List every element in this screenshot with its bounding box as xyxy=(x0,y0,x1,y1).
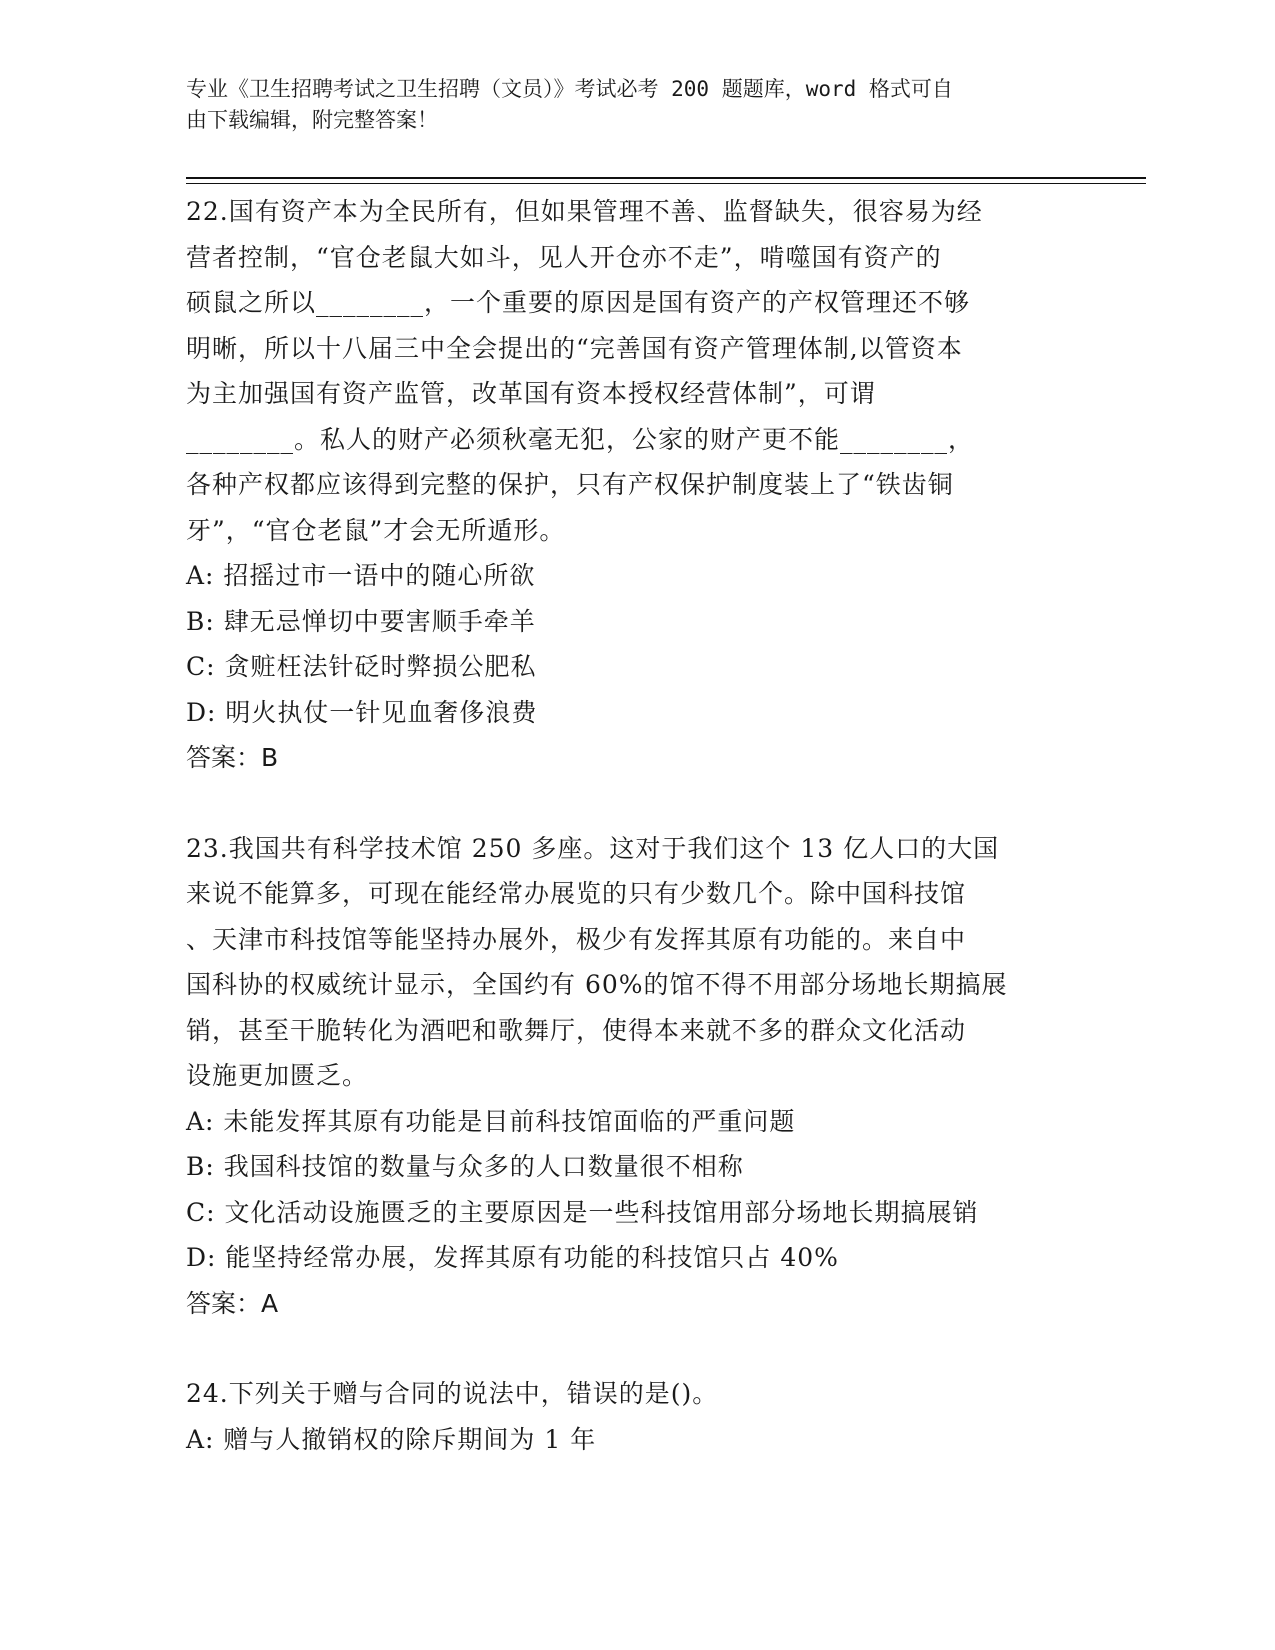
option-a: A: 未能发挥其原有功能是目前科技馆面临的严重问题 xyxy=(186,1106,796,1136)
option-c: C: 文化活动设施匮乏的主要原因是一些科技馆用部分场地长期搞展销 xyxy=(186,1197,979,1227)
header-title-line-1: 专业《卫生招聘考试之卫生招聘（文员）》考试必考 200 题题库，word 格式可自 xyxy=(186,77,953,101)
answer-line: 答案：A xyxy=(186,1288,279,1318)
question-24 xyxy=(186,1371,1086,1462)
option-a: A: 招摇过市一语中的随心所欲 xyxy=(186,561,536,590)
option-d: D: 能坚持经常办展，发挥其原有功能的科技馆只占 40% xyxy=(186,1243,839,1272)
spacer xyxy=(186,1326,1086,1371)
header-divider-thick xyxy=(186,177,1146,179)
header-divider-thin xyxy=(186,183,1146,184)
question-stem: 22.国有资产本为全民所有，但如果管理不善、监督缺失，很容易为经 营者控制，“官仓老鼠大如斗，见人开仓亦不走”，啃噬国有资产的 硕鼠之所以________，一个重要的原因是国有资产的产权管理还不够 明晰，所以十八届三中全会提出的“完善国有资产管理体制,以管资本 为主加强国有资产监管，改革国有资本授权经营体制”，可谓 ________。私人的财产必须秋毫无犯，公家的财产更不能________， 各种产权都应该得到完整的保护，只有产权保护制度装上了“铁齿铜 牙”，“官仓老鼠”才会无所遁形。 xyxy=(186,197,983,545)
question-list xyxy=(186,189,1086,1462)
question-23 xyxy=(186,826,1086,1327)
spacer xyxy=(186,781,1086,826)
option-b: B: 我国科技馆的数量与众多的人口数量很不相称 xyxy=(186,1152,744,1181)
header-title-line-2: 由下载编辑，附完整答案！ xyxy=(186,108,438,132)
answer-line: 答案：B xyxy=(186,743,279,772)
option-c: C: 贪赃枉法针砭时弊损公肥私 xyxy=(186,652,537,681)
question-stem: 23.我国共有科学技术馆 250 多座。这对于我们这个 13 亿人口的大国 来说不能算多，可现在能经常办展览的只有少数几个。除中国科技馆 、天津市科技馆等能坚持办展外，极少有发挥其原有功能的。来自中 国科协的权威统计显示，全国约有 60%的馆不得不用部分场地长期搞展 销，甚至干脆转化为酒吧和歌舞厅，使得本来就不多的群众文化活动 设施更加匮乏。 xyxy=(186,833,1008,1090)
question-22 xyxy=(186,189,1086,781)
option-a: A: 赠与人撤销权的除斥期间为 1 年 xyxy=(186,1424,597,1454)
question-stem: 24.下列关于赠与合同的说法中，错误的是()。 xyxy=(186,1379,719,1408)
option-b: B: 肆无忌惮切中要害顺手牵羊 xyxy=(186,606,536,636)
option-d: D: 明火执仗一针见血奢侈浪费 xyxy=(186,697,538,727)
document-header xyxy=(186,74,1066,136)
